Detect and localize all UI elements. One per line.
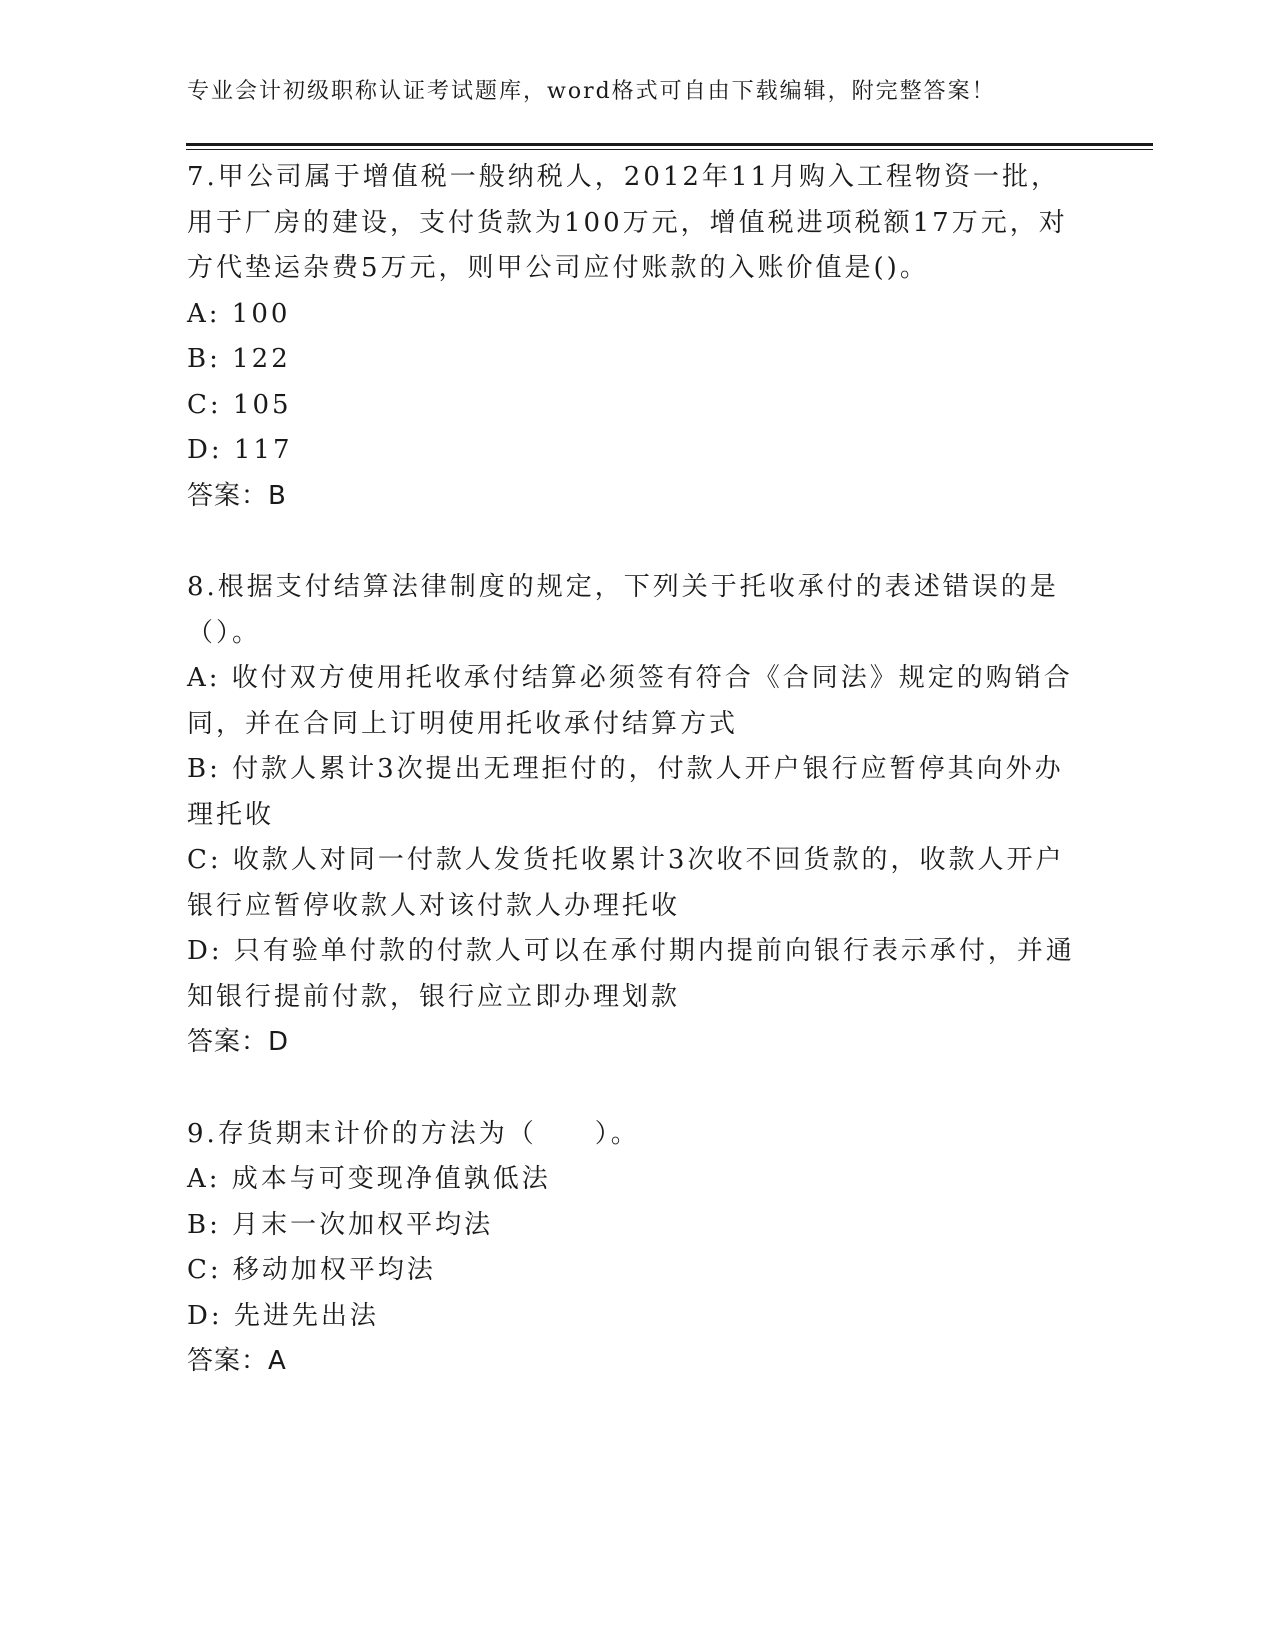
option-b: B: 付款人累计3次提出无理拒付的，付款人开户银行应暂停其向外办理托收 <box>187 754 1064 830</box>
header-rule-thin <box>186 149 1153 150</box>
answer: 答案：B <box>187 480 287 511</box>
option-c: C: 移动加权平均法 <box>187 1255 436 1285</box>
question-8 <box>187 565 1087 1066</box>
option-a: A: 100 <box>187 298 291 329</box>
question-9 <box>187 1112 1087 1385</box>
option-d: D: 只有验单付款的付款人可以在承付期内提前向银行表示承付，并通知银行提前付款，银行应立即办理划款 <box>187 936 1075 1012</box>
option-c: C: 收款人对同一付款人发货托收累计3次收不回货款的，收款人开户银行应暂停收款人对该付款人办理托收 <box>187 845 1065 921</box>
question-list <box>187 155 1087 1385</box>
option-a: A: 收付双方使用托收承付结算必须签有符合《合同法》规定的购销合同，并在合同上订明使用托收承付结算方式 <box>187 663 1073 739</box>
question-stem: 9.存货期末计价的方法为（ ）。 <box>187 1118 640 1149</box>
answer: 答案：D <box>187 1027 290 1057</box>
option-b: B: 月末一次加权平均法 <box>187 1209 494 1240</box>
question-spacer <box>187 1066 1087 1112</box>
question-stem: 7.甲公司属于增值税一般纳税人，2012年11月购入工程物资一批，用于厂房的建设，支付货款为100万元，增值税进项税额17万元，对方代垫运杂费5万元，则甲公司应付账款的入账价值是()。 <box>187 162 1068 283</box>
option-a: A: 成本与可变现净值孰低法 <box>187 1164 551 1194</box>
header-rule-thick <box>186 143 1153 146</box>
page-header: 专业会计初级职称认证考试题库，word格式可自由下载编辑，附完整答案！ <box>187 79 996 104</box>
question-stem: 8.根据支付结算法律制度的规定，下列关于托收承付的表述错误的是（）。 <box>187 572 1059 648</box>
question-7 <box>187 155 1087 519</box>
option-d: D: 117 <box>187 435 293 465</box>
question-spacer <box>187 519 1087 565</box>
answer: 答案：A <box>187 1346 287 1376</box>
option-d: D: 先进先出法 <box>187 1300 379 1331</box>
option-c: C: 105 <box>187 389 292 420</box>
option-b: B: 122 <box>187 344 291 374</box>
